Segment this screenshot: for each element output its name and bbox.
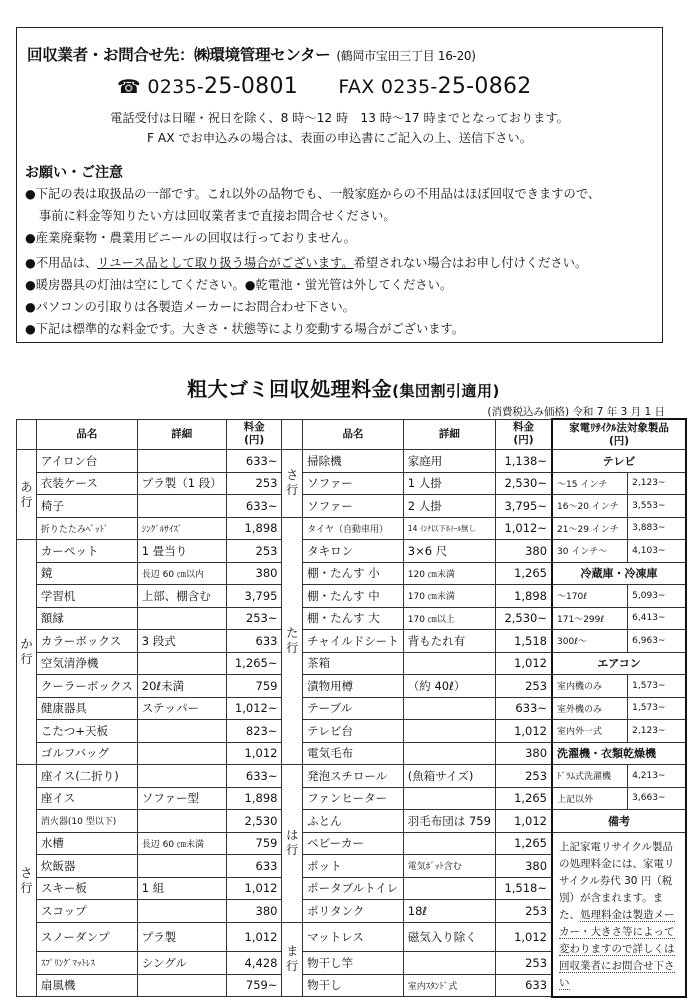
column-header-detail: 詳細 (403, 419, 495, 450)
table-row (17, 607, 687, 630)
company-name: 回収業者・お問合せ先：㈱環境管理センター (27, 46, 331, 64)
item-detail: 3 段式 (137, 630, 226, 653)
column-header-price: 料金 (円) (495, 419, 552, 450)
item-name: アイロン台 (36, 450, 137, 473)
item-name: カラーボックス (36, 630, 137, 653)
appliance-price: 4,213~ (628, 765, 686, 788)
item-detail: 家庭用 (403, 450, 495, 473)
item-detail (403, 952, 495, 975)
item-price: 1,012 (495, 810, 552, 833)
item-price: 1,518~ (495, 877, 552, 900)
item-name: 発泡スチロール (303, 765, 404, 788)
item-detail (403, 877, 495, 900)
item-detail: 羽毛布団は 759 (403, 810, 495, 833)
phone-icon: ☎ (117, 76, 141, 98)
item-price: 1,518 (495, 630, 552, 653)
appliance-price: 6,963~ (628, 630, 686, 653)
table-row (17, 652, 687, 675)
item-name: ソファー (303, 472, 404, 495)
item-price: 2,530~ (495, 472, 552, 495)
item-detail: プラ製（1 段） (137, 472, 226, 495)
item-price: 1,265~ (226, 652, 282, 675)
item-price: 253 (495, 952, 552, 975)
item-name: ふとん (303, 810, 404, 833)
table-row (17, 787, 687, 810)
item-price: 253~ (226, 607, 282, 630)
appliance-category: テレビ (552, 450, 686, 473)
item-price: 1,012 (226, 742, 282, 765)
bullet-icon: ● (25, 231, 36, 245)
appliance-price: 2,123~ (628, 472, 686, 495)
appliance-price: 2,123~ (628, 720, 686, 743)
item-detail: 120 ㎝未満 (403, 562, 495, 585)
bullet-icon: ● (25, 256, 36, 270)
item-name: ポリタンク (303, 900, 404, 923)
company-address: (鶴岡市宝田三丁目 16-20) (336, 49, 476, 63)
item-name: テーブル (303, 697, 404, 720)
item-price: 253 (495, 675, 552, 698)
item-detail (137, 607, 226, 630)
item-detail: 室内ｽﾀﾝﾄﾞ式 (403, 974, 495, 997)
item-price: 253 (495, 900, 552, 923)
appliance-size: 室内機のみ (552, 675, 628, 698)
appliance-price: 1,573~ (628, 697, 686, 720)
item-name: 座イス(二折り) (36, 765, 137, 788)
item-price: 1,138~ (495, 450, 552, 473)
item-price: 1,012 (495, 922, 552, 952)
item-price: 1,012 (495, 720, 552, 743)
item-name: スノーダンプ (36, 922, 137, 952)
item-detail (137, 720, 226, 743)
item-name: クーラーボックス (36, 675, 137, 698)
appliance-size: ﾄﾞﾗﾑ式洗濯機 (552, 765, 628, 788)
table-row (17, 765, 687, 788)
appliance-category: 洗濯機・衣類乾燥機 (552, 742, 686, 765)
group-header (17, 419, 37, 450)
item-detail: プラ製 (137, 922, 226, 952)
item-detail: シングル (137, 952, 226, 975)
item-detail: 20ℓ未満 (137, 675, 226, 698)
tax-date-note: (消費税込み価格) 令和 7 年 3 月 1 日 (487, 406, 665, 418)
table-row (17, 562, 687, 585)
item-price: 380 (495, 540, 552, 563)
note-item: ●不用品は、リユース品として取り扱う場合がございます。希望されない場合はお申し付けください。 (25, 256, 588, 270)
item-price: 253 (495, 765, 552, 788)
column-header-price: 料金 (円) (226, 419, 282, 450)
item-detail (403, 720, 495, 743)
item-price: 1,012 (226, 922, 282, 952)
item-name: タキロン (303, 540, 404, 563)
item-name: 茶箱 (303, 652, 404, 675)
item-detail (137, 974, 226, 997)
item-detail: 電気ﾎﾟｯﾄ含む (403, 855, 495, 878)
item-price: 253 (226, 472, 282, 495)
item-detail: 長辺 60 ㎝以内 (137, 562, 226, 585)
note-item: ●下記の表は取扱品の一部です。これ以外の品物でも、一般家庭からの不用品はほぼ回収できますので、 (25, 187, 601, 201)
group-label: か 行 (17, 540, 37, 765)
item-detail: （約 40ℓ） (403, 675, 495, 698)
item-detail: 1 人掛 (403, 472, 495, 495)
item-detail: 2 人掛 (403, 495, 495, 518)
remarks-label: 備考 (552, 810, 686, 833)
item-name: ｽﾌﾟﾘﾝｸﾞﾏｯﾄﾚｽ (36, 952, 137, 975)
item-detail (137, 742, 226, 765)
item-price: 823~ (226, 720, 282, 743)
appliance-price: 6,413~ (628, 607, 686, 630)
item-name: 水槽 (36, 832, 137, 855)
item-detail (403, 652, 495, 675)
bullet-icon: ● (25, 322, 36, 336)
table-row (17, 495, 687, 518)
item-name: 棚・たんす 大 (303, 607, 404, 630)
table-row (17, 810, 687, 833)
item-name: 物干し竿 (303, 952, 404, 975)
appliance-size: 室外機のみ (552, 697, 628, 720)
table-row (17, 742, 687, 765)
item-detail (137, 765, 226, 788)
table-row (17, 585, 687, 608)
table-row (17, 675, 687, 698)
item-name: ポット (303, 855, 404, 878)
item-detail (403, 697, 495, 720)
item-detail: 170 ㎝未満 (403, 585, 495, 608)
appliance-size: 室内外一式 (552, 720, 628, 743)
note-item: ●下記は標準的な料金です。大きさ・状態等により変動する場合がございます。 (25, 322, 465, 336)
item-price: 1,898 (226, 517, 282, 540)
item-detail: ステッパー (137, 697, 226, 720)
item-name: テレビ台 (303, 720, 404, 743)
item-name: スキー板 (36, 877, 137, 900)
note-item: ●パソコンの引取りは各製造メーカーにお問合わせ下さい。 (25, 300, 355, 314)
item-name: 鏡 (36, 562, 137, 585)
item-price: 633~ (226, 765, 282, 788)
appliance-category: エアコン (552, 652, 686, 675)
item-name: ファンヒーター (303, 787, 404, 810)
item-detail (403, 832, 495, 855)
item-name: 折りたたみﾍﾞｯﾄﾞ (36, 517, 137, 540)
item-name: 衣装ケース (36, 472, 137, 495)
item-detail (403, 742, 495, 765)
fee-table (16, 418, 687, 998)
appliance-size: 16～20 インチ (552, 495, 628, 518)
item-name: 椅子 (36, 495, 137, 518)
item-price: 633~ (226, 495, 282, 518)
bullet-icon: ● (25, 187, 36, 201)
item-detail (137, 855, 226, 878)
table-row (17, 832, 687, 855)
hours-line-1: 電話受付は日曜・祝日を除く、8 時～12 時 13 時～17 時までとなっております。 (110, 111, 569, 125)
group-label: ま 行 (282, 922, 303, 997)
item-price: 633~ (495, 697, 552, 720)
group-label: は 行 (282, 765, 303, 923)
item-detail: 長辺 60 ㎝未満 (137, 832, 226, 855)
item-name: 炊飯器 (36, 855, 137, 878)
table-row (17, 450, 687, 473)
column-header-name: 品名 (303, 419, 404, 450)
column-header-name: 品名 (36, 419, 137, 450)
table-row (17, 630, 687, 653)
item-detail: 磁気入り除く (403, 922, 495, 952)
hours-line-2: F AX でお申込みの場合は、表面の申込書にご記入の上、送信下さい。 (147, 131, 532, 145)
item-detail: 3×6 尺 (403, 540, 495, 563)
item-name: 座イス (36, 787, 137, 810)
item-price: 2,530 (226, 810, 282, 833)
appliance-price: 3,553~ (628, 495, 686, 518)
appliance-size: 21～29 インチ (552, 517, 628, 540)
group-label: あ 行 (17, 450, 37, 540)
bullet-icon: ● (25, 278, 36, 292)
item-detail (137, 495, 226, 518)
item-price: 1,012~ (495, 517, 552, 540)
item-price: 1,012 (495, 652, 552, 675)
table-row (17, 472, 687, 495)
item-detail (137, 652, 226, 675)
item-name: 空気清浄機 (36, 652, 137, 675)
appliance-price: 4,103~ (628, 540, 686, 563)
item-name: チャイルドシート (303, 630, 404, 653)
item-price: 759 (226, 675, 282, 698)
item-price: 1,012~ (226, 697, 282, 720)
item-price: 1,898 (226, 787, 282, 810)
item-price: 633 (226, 630, 282, 653)
group-label: た 行 (282, 517, 303, 765)
item-name: 消火器(10 型以下) (36, 810, 137, 833)
item-name: 扇風機 (36, 974, 137, 997)
phone-number[interactable]: 0235-25-0801 (147, 74, 299, 99)
appliance-price: 5,093~ (628, 585, 686, 608)
item-name: スコップ (36, 900, 137, 923)
table-header-row (17, 419, 687, 450)
item-detail: 170 ㎝以上 (403, 607, 495, 630)
item-name: タイヤ（自動車用） (303, 517, 404, 540)
appliance-size: 300ℓ～ (552, 630, 628, 653)
item-price: 380 (226, 900, 282, 923)
company-heading (27, 43, 476, 65)
item-detail: ソファー型 (137, 787, 226, 810)
item-detail: 1 畳当り (137, 540, 226, 563)
item-name: マットレス (303, 922, 404, 952)
table-row (17, 517, 687, 540)
item-name: 額縁 (36, 607, 137, 630)
notes-list (25, 183, 600, 340)
table-row (17, 697, 687, 720)
table-row (17, 540, 687, 563)
fee-table-title: 粗大ゴミ回収処理料金(集団割引適用) (187, 377, 500, 401)
appliance-size: ～170ℓ (552, 585, 628, 608)
appliance-size: 171～299ℓ (552, 607, 628, 630)
contact-numbers (117, 74, 532, 99)
item-price: 380 (495, 855, 552, 878)
item-price: 633 (226, 855, 282, 878)
item-name: 掃除機 (303, 450, 404, 473)
item-detail: 1 組 (137, 877, 226, 900)
appliance-category: 冷蔵庫・冷凍庫 (552, 562, 686, 585)
item-name: ポータブルトイレ (303, 877, 404, 900)
group-label: さ 行 (17, 765, 37, 997)
item-detail: 14 ｲﾝﾁ以下ﾎｲｰﾙ無し (403, 517, 495, 540)
item-price: 633 (495, 974, 552, 997)
item-name: ベビーカー (303, 832, 404, 855)
item-detail (137, 900, 226, 923)
appliance-price: 3,663~ (628, 787, 686, 810)
notes-title: お願い・ご注意 (25, 165, 123, 181)
item-detail (137, 450, 226, 473)
item-name: カーペット (36, 540, 137, 563)
item-price: 3,795 (226, 585, 282, 608)
column-header-detail: 詳細 (137, 419, 226, 450)
item-detail (137, 810, 226, 833)
item-price: 759~ (226, 974, 282, 997)
item-detail: (魚箱サイズ) (403, 765, 495, 788)
item-name: 学習机 (36, 585, 137, 608)
item-name: 電気毛布 (303, 742, 404, 765)
item-detail: 背もたれ有 (403, 630, 495, 653)
appliance-size: 上記以外 (552, 787, 628, 810)
item-detail (403, 787, 495, 810)
group-label: さ 行 (282, 450, 303, 518)
item-price: 1,265 (495, 562, 552, 585)
item-name: 物干し (303, 974, 404, 997)
item-price: 380 (495, 742, 552, 765)
group-header (282, 419, 303, 450)
appliance-size: 30 インチ～ (552, 540, 628, 563)
appliance-size: ～15 インチ (552, 472, 628, 495)
item-name: 棚・たんす 中 (303, 585, 404, 608)
appliance-price: 3,883~ (628, 517, 686, 540)
item-detail: 上部、棚含む (137, 585, 226, 608)
fax-number[interactable]: FAX 0235-25-0862 (338, 74, 532, 99)
remarks-text: 上記家電リサイクル製品の処理料金には、家電リサイクル券代 30 円（税別）が含まれます。また、処理料金は製造メーカー・大きさ等によって変わりますので詳しくは回収業者にお問合せ下さい (552, 832, 686, 997)
item-price: 1,265 (495, 787, 552, 810)
appliance-price: 1,573~ (628, 675, 686, 698)
item-name: 漬物用樽 (303, 675, 404, 698)
appliance-header: 家電ﾘｻｲｸﾙ法対象製品 (円) (552, 419, 686, 450)
note-item-continued: 事前に料金等知りたい方は回収業者まで直接お問合せください。 (39, 209, 396, 223)
item-price: 2,530~ (495, 607, 552, 630)
item-detail: 18ℓ (403, 900, 495, 923)
item-price: 759 (226, 832, 282, 855)
item-price: 633~ (226, 450, 282, 473)
note-item: ●暖房器具の灯油は空にしてください。●乾電池・蛍光管は外してください。 (25, 278, 453, 292)
reception-hours (17, 108, 662, 148)
item-price: 1,012 (226, 877, 282, 900)
note-item: ●産業廃棄物・農業用ビニールの回収は行っておりません。 (25, 231, 356, 245)
item-name: 棚・たんす 小 (303, 562, 404, 585)
item-name: ソファー (303, 495, 404, 518)
item-name: ゴルフバッグ (36, 742, 137, 765)
item-name: 健康器具 (36, 697, 137, 720)
table-row (17, 720, 687, 743)
item-price: 253 (226, 540, 282, 563)
contact-info-box (16, 27, 663, 343)
item-price: 1,265 (495, 832, 552, 855)
bullet-icon: ● (25, 300, 36, 314)
item-price: 3,795~ (495, 495, 552, 518)
item-detail: ｼﾝｸﾞﾙｻｲｽﾞ (137, 517, 226, 540)
item-price: 1,898 (495, 585, 552, 608)
item-price: 4,428 (226, 952, 282, 975)
item-name: こたつ+天板 (36, 720, 137, 743)
item-price: 380 (226, 562, 282, 585)
